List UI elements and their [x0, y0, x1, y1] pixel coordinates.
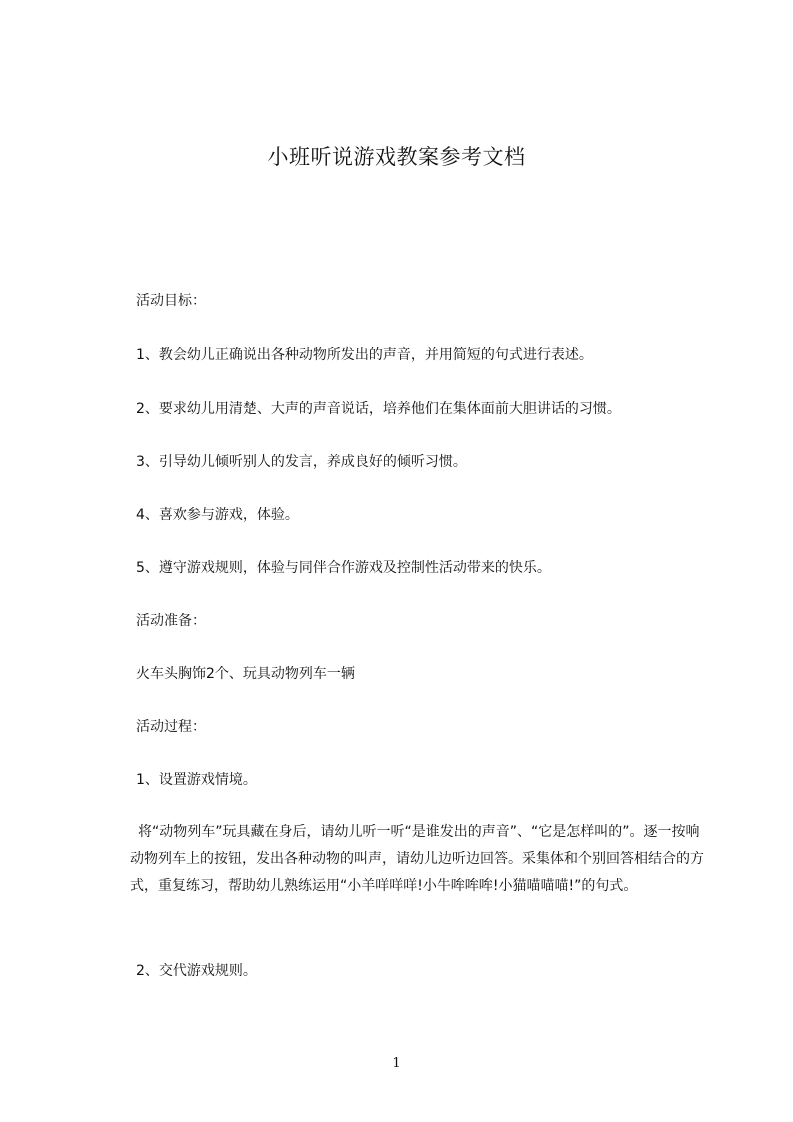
goal-item-1: 1、教会幼儿正确说出各种动物所发出的声音，并用简短的句式进行表述。	[136, 347, 593, 363]
page-number: 1	[392, 1056, 401, 1071]
goal-item-3: 3、引导幼儿倾听别人的发言，养成良好的倾听习惯。	[136, 454, 467, 470]
body-paragraph: 将“动物列车”玩具藏在身后，请幼儿听一听“是谁发出的声音”、“它是怎样叫的”。逐一按响动物列车上的按钮，发出各种动物的叫声，请幼儿边听边回答。采集体和个别回答相结合的方式，重复练习，帮助幼儿熟练运用“小羊咩咩咩!小牛哞哞哞!小猫喵喵喵!”的句式。	[130, 824, 704, 894]
section-heading-process: 活动过程：	[136, 719, 206, 735]
section-heading-preparation: 活动准备：	[136, 613, 206, 629]
document-title: 小班听说游戏教案参考文档	[267, 145, 526, 169]
preparation-text: 火车头胸饰2个、玩具动物列车一辆	[136, 666, 355, 682]
process-step-1: 1、设置游戏情境。	[136, 772, 257, 788]
goal-item-5: 5、遵守游戏规则，体验与同伴合作游戏及控制性活动带来的快乐。	[136, 560, 551, 576]
goal-item-4: 4、喜欢参与游戏，体验。	[136, 507, 299, 523]
section-heading-goals: 活动目标：	[136, 293, 206, 309]
process-step-2: 2、交代游戏规则。	[136, 963, 257, 979]
goal-item-2: 2、要求幼儿用清楚、大声的声音说话，培养他们在集体面前大胆讲话的习惯。	[136, 401, 621, 417]
